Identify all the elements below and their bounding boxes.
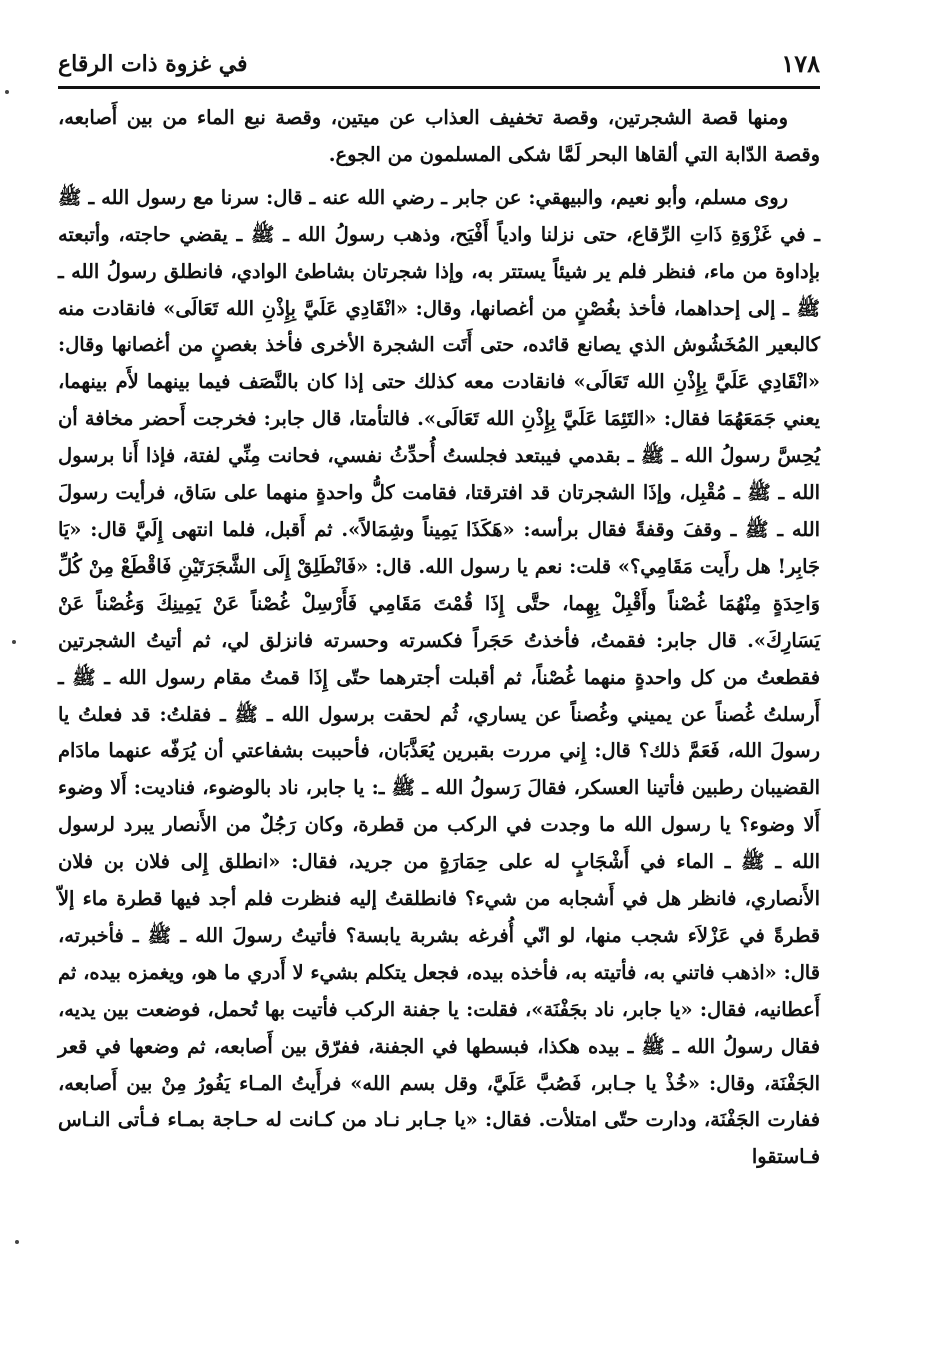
page-header: [58, 46, 820, 89]
page-number: ١٧٨: [781, 49, 820, 78]
margin-speck: [12, 640, 16, 644]
running-title: في غزوة ذات الرقاع: [58, 51, 248, 77]
margin-speck: [5, 90, 9, 94]
body-text: [58, 100, 820, 1176]
paragraph-intro: ومنها قصة الشجرتين، وقصة تخفيف العذاب عن ميتين، وقصة نبع الماء من بين أَصابعه، وقصة الدّابة التي ألقاها البحر لَمَّا شكى المسلمون من الجوع.: [58, 106, 820, 166]
paragraph-narration: روى مسلم، وأبو نعيم، والبيهقي: عن جابر ـ رضي الله عنه ـ قال: سرنا مع رسول الله ـ ﷺ ـ في غَزْوَةِ ذَاتِ الرِّقاع، حتى نزلنا وادياً أَفْيَح، وذهب رسولُ الله ـ ﷺ ـ يقضي حاجته، وأتبعته بإداوة من ماء، فنظر فلم ير شيئاً يستتر به، وإذا شجرتان بشاطئ الوادي، فانطلق رسولُ الله ـ ﷺ ـ إلى إحداهما، فأخذ بغُصْنٍ من أغصانها، وقال: «انْقَادِي عَلَيَّ بِإِذْنِ الله تَعَالَى» فانقادت منه كالبعير المُخَشُوش الذي يصانع قائده، حتى أَتَت الشجرة الأخرى فأخذ بغصنٍ من أغصانها وقال: «انْقَادِي عَلَيَّ بِإِذْنِ الله تَعَالَى» فانقادت معه كذلك حتى إذا كان بالنَّصَف فيما بينهما لأَم بينهما، يعني جَمَعَهُمَا فقال: «التَئِمَا عَلَيَّ بِإِذْنِ الله تَعَالَى». فالتأمتا، قال جابر: فخرجت أَحضر مخافة أن يُحِسَّ رسولُ الله ـ ﷺ ـ بقدمي فيبتعد فجلستُ أُحدِّثُ نفسي، فحانت مِنِّي لفتة، فإذا أَنا برسول الله ـ ﷺ ـ مُقْبِل، وإذَا الشجرتان قد افترقتا، فقامت كلُّ واحدةٍ منهما على سَاق، فرأيت رسولَ الله ـ ﷺ ـ وقفَ وقفةً فقال برأسه: «هَكَذَا يَمِيناً وشِمَالاً». ثم أَقبل، فلما انتهى إِلَيَّ قال: «يَا جَابِر! هل رأَيت مَقَامِي؟» قلت: نعم يا رسول الله. قال: «فَانْطَلِقْ إِلَى الشَّجَرَتَيْنِ فَاقْطَعْ مِنْ كُلِّ وَاحِدَةٍ مِنْهُمَا غُصْناً وأَقْبِلْ بِهِما، حتَّى إِذَا قُمْتَ مَقَامِي فَأَرْسِلْ غُصْناً عَنْ يَمِينِكَ وَغُصْناً عَنْ يَسَارِكَ». قال جابر: فقمتُ، فأخذتُ حَجَراً فكسرته وحسرته فانزلق لي، ثم أتيتُ الشجرتين فقطعتُ من كل واحدةٍ منهما غُصْناً، ثم أقبلت أجترهما حتّى إِذَا قمتُ مقام رسول الله ـ ﷺ ـ أَرسلتُ غُصناً عن يميني وغُصناً عن يساري، ثُم لحقت برسول الله ـ ﷺ ـ فقلتُ: قد فعلتُ يا رسولَ الله، فَعَمَّ ذلك؟ قال: إِني مررت بقبرين يُعَذَّبَان، فأحببت بشفاعتي أن يُرَفّه عنهما مادَام القضيبان رطبين فأتينا العسكر، فقالَ رَسولُ الله ـ ﷺ ـ: يا جابر، ناد بالوضوء، فناديت: أَلا وضوء أَلا وضوء؟ يا رسول الله ما وجدت في الركب من قطرة، وكان رَجُلٌ من الأَنصار يبرد لرسول الله ـ ﷺ ـ الماء في أَشْجَابٍ له على حِمَارَةٍ من جريد، فقال: «انطلق إِلى فلان بن فلان الأَنصاري، فانظر هل في أَشجابه من شيء؟ فانطلقتُ إليه فنظرت فلم أجد فيها قطرة ماء إلاّ قطرةً في عَزْلاَء شجب منها، لو انّي أُفرغه بشربة يابسة؟ فأتيتُ رسولَ الله ـ ﷺ ـ فأخبرته، قال: «اذهب فاتني به، فأتيته به، فأخذه بيده، فجعل يتكلم بشيء لا أَدري ما هو، ويغمزه بيده، ثم أَعطانيه، فقال: «يا جابر، ناد بجَفْنَة»، فقلت: يا جفنة الركب فأتيت بها تُحمل، فوضعت بين يديه، فقال رسولُ الله ـ ﷺ ـ بيده هكذا، فبسطها في الجفنة، ففرّق بين أَصابعه، ثم وضعها في قعر الجَفْنَة، وقال: «خُذْ يا جـابر، فَصُبَّ عَلَيَّ، وقل بسم الله» فرأَيتُ المـاء يَفُورُ مِنْ بين أَصابعه، ففارت الجَفْنَة، ودارت حتّى امتلأت. فقال: «يا جـابر نـاد من كـانت له حـاجة بمـاء فـأتى النـاس فـاستقوا: [58, 185, 820, 1169]
margin-speck: [15, 1240, 19, 1244]
